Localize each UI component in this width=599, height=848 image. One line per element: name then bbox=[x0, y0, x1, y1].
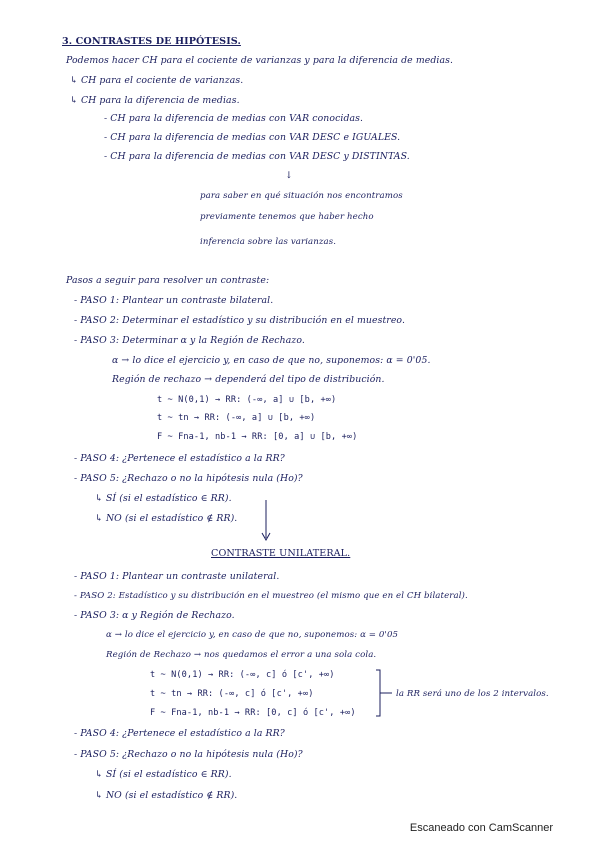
text-line: ↳ NO (si el estadístico ∉ RR). bbox=[95, 790, 238, 801]
text-line: previamente tenemos que haber hecho bbox=[200, 212, 374, 222]
text-line: inferencia sobre las varianzas. bbox=[200, 237, 337, 247]
text-line: ↳ CH para el cociente de varianzas. bbox=[70, 75, 244, 86]
text-line: para saber en qué situación nos encontramos bbox=[200, 191, 403, 201]
text-line: ↳ SÍ (si el estadístico ∈ RR). bbox=[95, 493, 232, 504]
section-title: 3. CONTRASTES DE HIPÓTESIS. bbox=[62, 36, 241, 47]
formula-line: t ~ tn → RR: (-∞, c] ó [c', +∞) bbox=[150, 689, 314, 699]
step-line: - PASO 4: ¿Pertenece el estadístico a la RR? bbox=[74, 728, 285, 739]
scanner-watermark: Escaneado con CamScanner bbox=[409, 822, 553, 834]
formula-line: t ~ N(0,1) → RR: (-∞, c] ó [c', +∞) bbox=[150, 670, 335, 680]
formula-line: F ~ Fna-1, nb-1 → RR: [0, a] ∪ [b, +∞) bbox=[157, 432, 358, 442]
step-line: - PASO 5: ¿Rechazo o no la hipótesis nula (Ho)? bbox=[74, 473, 303, 484]
text-line: ↳ CH para la diferencia de medias. bbox=[70, 95, 240, 106]
text-line: Pasos a seguir para resolver un contraste: bbox=[66, 275, 270, 286]
text-line: ↳ NO (si el estadístico ∉ RR). bbox=[95, 513, 238, 524]
text-line: - CH para la diferencia de medias con VAR DESC e IGUALES. bbox=[104, 132, 401, 143]
text-line: ↳ SÍ (si el estadístico ∈ RR). bbox=[95, 769, 232, 780]
bracket-note: la RR será uno de los 2 intervalos. bbox=[396, 689, 549, 699]
subsection-title: CONTRASTE UNILATERAL. bbox=[211, 548, 351, 559]
formula-line: t ~ tn → RR: (-∞, a] ∪ [b, +∞) bbox=[157, 413, 316, 423]
text-line: Podemos hacer CH para el cociente de varianzas y para la diferencia de medias. bbox=[66, 55, 454, 66]
formula-line: F ~ Fna-1, nb-1 → RR: [0, c] ó [c', +∞) bbox=[150, 708, 356, 718]
text-line: - CH para la diferencia de medias con VAR DESC y DISTINTAS. bbox=[104, 151, 410, 162]
down-arrow: ↓ bbox=[285, 170, 293, 181]
step-line: - PASO 3: α y Región de Rechazo. bbox=[74, 610, 235, 621]
text-line: α → lo dice el ejercicio y, en caso de que no, suponemos: α = 0'05. bbox=[112, 355, 431, 366]
text-line: - CH para la diferencia de medias con VAR conocidas. bbox=[104, 113, 364, 124]
rr-bracket bbox=[376, 670, 380, 716]
step-line: - PASO 1: Plantear un contraste unilateral. bbox=[74, 571, 280, 582]
text-line: α → lo dice el ejercicio y, en caso de que no, suponemos: α = 0'05 bbox=[106, 630, 399, 640]
step-line: - PASO 1: Plantear un contraste bilateral. bbox=[74, 295, 274, 306]
formula-line: t ~ N(0,1) → RR: (-∞, a] ∪ [b, +∞) bbox=[157, 395, 337, 405]
step-line: - PASO 5: ¿Rechazo o no la hipótesis nula (Ho)? bbox=[74, 749, 303, 760]
text-line: Región de rechazo → dependerá del tipo de distribución. bbox=[112, 374, 385, 385]
step-line: - PASO 2: Determinar el estadístico y su distribución en el muestreo. bbox=[74, 315, 406, 326]
step-line: - PASO 4: ¿Pertenece el estadístico a la RR? bbox=[74, 453, 285, 464]
text-line: Región de Rechazo → nos quedamos el error a una sola cola. bbox=[106, 650, 377, 660]
step-line: - PASO 3: Determinar α y la Región de Rechazo. bbox=[74, 335, 305, 346]
step-line: - PASO 2: Estadístico y su distribución en el muestreo (el mismo que en el CH bilateral). bbox=[74, 591, 468, 601]
